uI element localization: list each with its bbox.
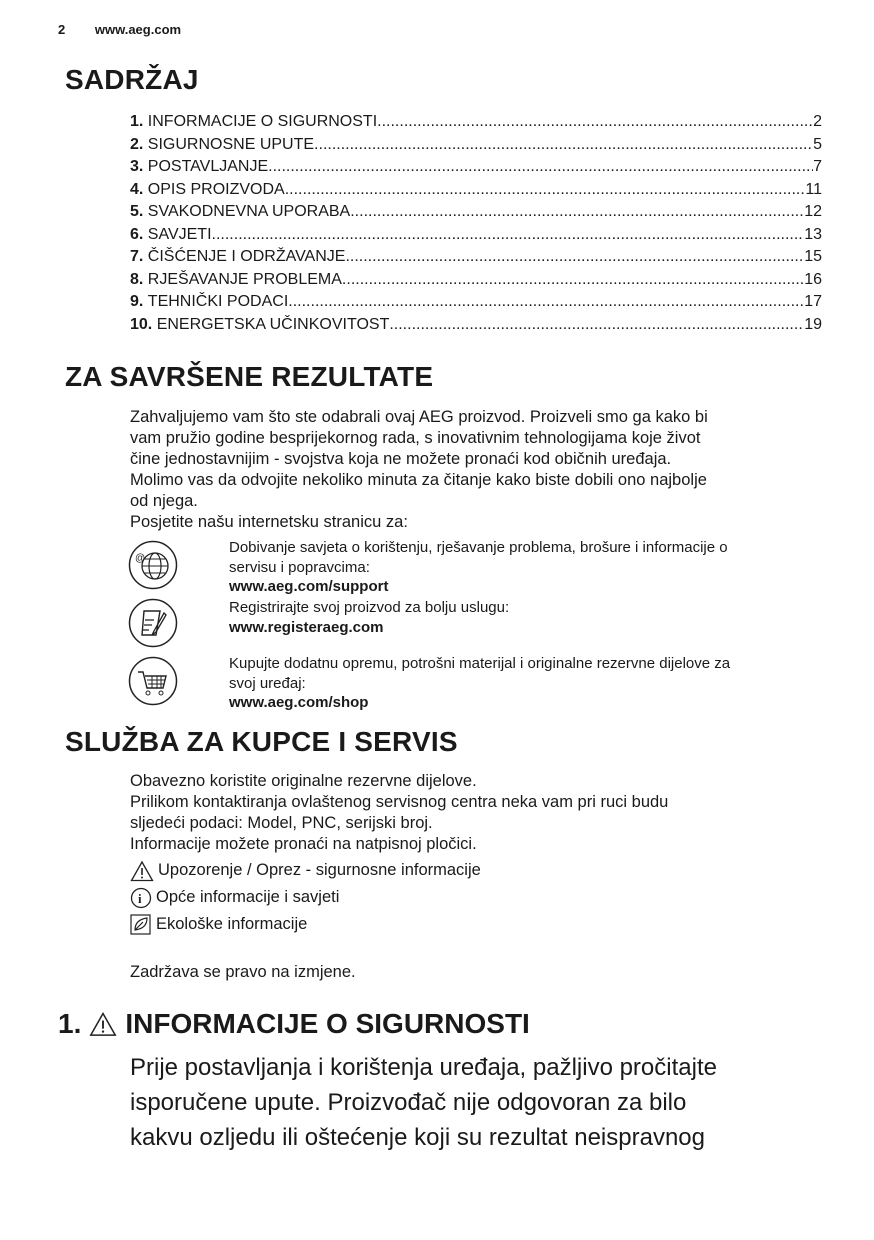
toc-label: SVAKODNEVNA UPORABA (147, 203, 351, 220)
toc-label: RJEŠAVANJE PROBLEMA (147, 270, 342, 288)
svg-text:i: i (138, 890, 142, 906)
results-intro (130, 407, 820, 533)
link-description: servisu i popravcima: (229, 558, 370, 576)
text-line: Prilikom kontaktiranja ovlaštenog servisnog centra neka vam pri ruci budu (130, 793, 669, 811)
toc-item[interactable] (130, 201, 822, 224)
support-link-item (229, 654, 809, 713)
toc-item[interactable] (130, 111, 822, 134)
toc-number: 7. (130, 248, 144, 265)
toc-page: 5 (813, 135, 822, 153)
info-icon (130, 887, 152, 909)
link-description: Kupujte dodatnu opremu, potrošni materijal i originalne rezervne dijelove za (229, 655, 731, 672)
toc-item[interactable] (130, 269, 822, 292)
info-legend (130, 884, 820, 911)
dot-leader (389, 314, 804, 337)
text-line: od njega. (130, 492, 198, 510)
dot-leader (377, 111, 813, 134)
text-line: kakvu ozljedu ili oštećenje koji su rezultat neispravnog (130, 1124, 705, 1151)
dot-leader (350, 201, 804, 224)
dot-leader (288, 291, 804, 314)
cart-icon (128, 656, 178, 706)
toc-item[interactable] (130, 156, 822, 179)
results-title: ZA SAVRŠENE REZULTATE (65, 361, 434, 392)
info-legend-text: Opće informacije i savjeti (156, 888, 340, 906)
toc-title: SADRŽAJ (65, 64, 199, 95)
text-line: Zahvaljujemo vam što ste odabrali ovaj AEG proizvod. Proizveli smo ga kako bi (130, 408, 708, 426)
toc-page: 2 (813, 113, 822, 130)
link-description: Dobivanje savjeta o korištenju, rješavanje problema, brošure i informacije o (229, 539, 728, 556)
toc-item[interactable] (130, 291, 822, 314)
toc-label: TEHNIČKI PODACI (147, 293, 289, 310)
register-icon (128, 598, 178, 648)
toc-page: 11 (805, 180, 822, 198)
table-of-contents (130, 111, 822, 336)
symbol-legend (130, 857, 820, 938)
toc-item[interactable] (130, 134, 822, 157)
toc-label: ENERGETSKA UČINKOVITOST (156, 315, 390, 333)
eco-legend-text: Ekološke informacije (156, 915, 308, 933)
svg-text:@: @ (135, 553, 146, 564)
text-line: čine jednostavnijim - svojstva koja ne možete pronaći kod običnih uređaja. (130, 450, 672, 468)
warning-legend-text: Upozorenje / Oprez - sigurnosne informacije (158, 861, 481, 879)
toc-page: 13 (804, 225, 822, 243)
safety-label: INFORMACIJE O SIGURNOSTI (125, 1008, 530, 1039)
toc-item[interactable] (130, 246, 822, 269)
toc-number: 1. (130, 113, 144, 130)
globe-icon (128, 540, 178, 590)
support-link-item (229, 538, 809, 597)
toc-item[interactable] (130, 314, 822, 337)
link-url[interactable]: www.aeg.com/shop (229, 694, 369, 711)
toc-page: 16 (804, 270, 822, 288)
dot-leader (342, 269, 804, 292)
toc-item[interactable] (130, 224, 822, 247)
toc-number: 3. (130, 158, 144, 175)
text-line: Molimo vas da odvojite nekoliko minuta za čitanje kako biste dobili ono najbolje (130, 471, 707, 489)
toc-page: 7 (813, 158, 822, 175)
toc-number: 9. (130, 293, 144, 310)
support-link-item (229, 598, 809, 637)
text-line: vam pružio godine besprijekornog rada, s inovativnim tehnologijama koje život (130, 429, 701, 447)
toc-label: INFORMACIJE O SIGURNOSTI (147, 113, 378, 130)
toc-page: 17 (804, 293, 822, 310)
toc-label: POSTAVLJANJE (147, 158, 269, 175)
toc-number: 5. (130, 203, 144, 220)
dot-leader (212, 224, 805, 247)
toc-page: 19 (804, 315, 822, 333)
toc-page: 12 (804, 203, 822, 220)
toc-number: 2. (130, 135, 144, 153)
eco-legend (130, 911, 820, 938)
toc-item[interactable] (130, 179, 822, 202)
page-header (58, 22, 207, 37)
link-url[interactable]: www.aeg.com/support (229, 578, 389, 595)
safety-title (58, 1008, 530, 1040)
dot-leader (285, 179, 806, 202)
text-line: Obavezno koristite originalne rezervne dijelove. (130, 772, 477, 790)
link-description: svoj uređaj: (229, 674, 306, 692)
dot-leader (314, 134, 813, 157)
rights-note: Zadržava se pravo na izmjene. (130, 963, 356, 981)
dot-leader (345, 246, 804, 269)
page-number: 2 (58, 22, 66, 37)
toc-label: SIGURNOSNE UPUTE (147, 135, 315, 153)
service-text (130, 771, 820, 855)
text-line: Informacije možete pronaći na natpisnoj pločici. (130, 835, 477, 853)
text-line: Prije postavljanja i korištenja uređaja, pažljivo pročitajte (130, 1054, 717, 1081)
toc-number: 10. (130, 315, 153, 333)
safety-number: 1. (58, 1008, 82, 1039)
toc-label: OPIS PROIZVODA (147, 180, 285, 198)
toc-number: 8. (130, 270, 144, 288)
warning-icon (89, 1011, 117, 1037)
text-line: isporučene upute. Proizvođač nije odgovoran za bilo (130, 1089, 687, 1116)
website-link[interactable]: www.aeg.com (94, 22, 182, 37)
text-line: Posjetite našu internetsku stranicu za: (130, 513, 408, 531)
leaf-icon (130, 914, 152, 936)
toc-label: SAVJETI (147, 225, 212, 243)
link-url[interactable]: www.registeraeg.com (229, 618, 384, 636)
toc-number: 4. (130, 180, 144, 198)
toc-page: 15 (804, 248, 822, 265)
dot-leader (268, 156, 813, 179)
service-title: SLUŽBA ZA KUPCE I SERVIS (65, 726, 458, 757)
warning-icon (130, 860, 154, 882)
safety-intro (130, 1050, 830, 1155)
toc-label: ČIŠĆENJE I ODRŽAVANJE (147, 248, 346, 265)
link-description: Registrirajte svoj proizvod za bolju uslugu: (229, 599, 510, 616)
toc-number: 6. (130, 225, 144, 243)
warning-legend (130, 857, 820, 884)
text-line: sljedeći podaci: Model, PNC, serijski broj. (130, 814, 433, 832)
